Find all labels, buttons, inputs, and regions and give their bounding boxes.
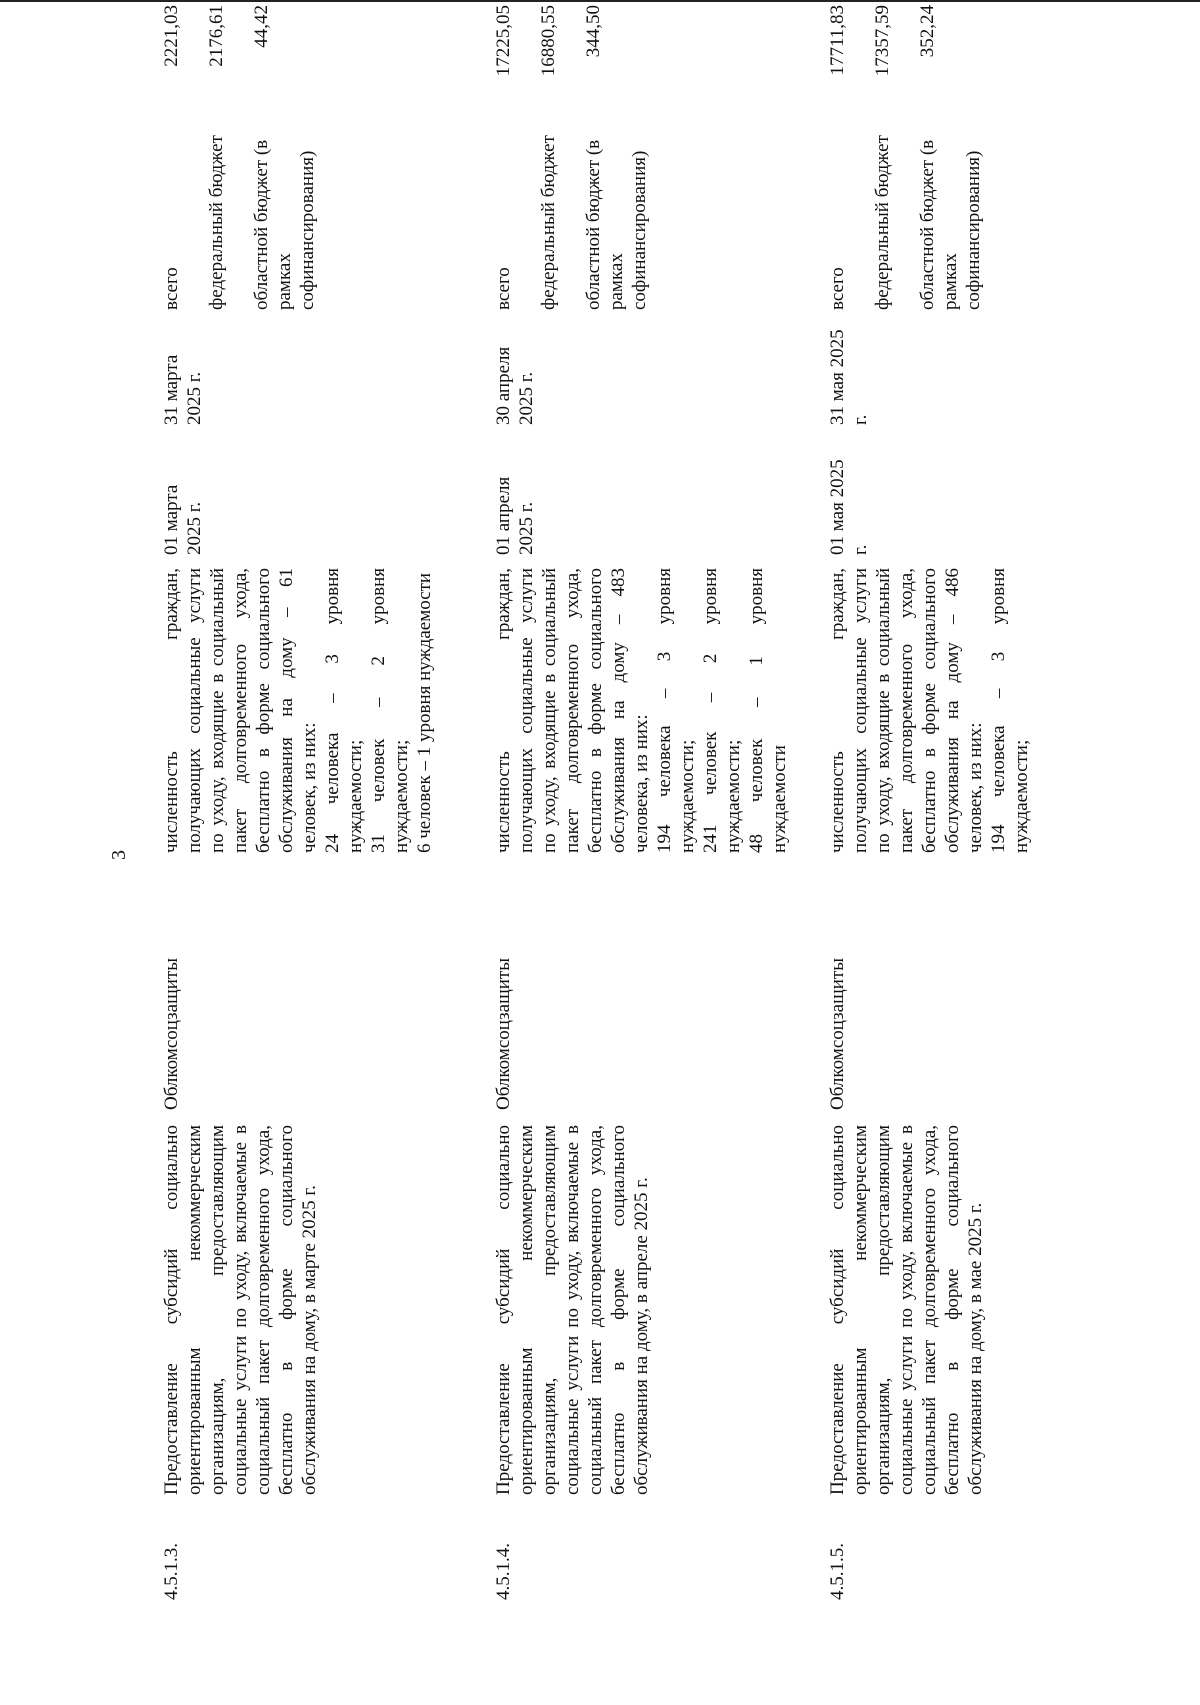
funding-sources — [492, 130, 651, 310]
source-regional: областной бюджет (в рамках софинансирования) — [583, 139, 650, 310]
source-regional: областной бюджет (в рамках софинансирования) — [251, 139, 318, 310]
result-indicator: численность граждан, получающих социальные услуги по уходу, входящие в социальный пакет долговременного ухода, бесплатно в форме социального обслуживания на дому – 486 человек, из них: 194 человека – 3 уровня нуждаемости; — [827, 568, 1032, 853]
measure-title: Предоставление субсидий социально ориентированным некоммерческим организациям, предоставляющим социальные услуги по уходу, включаемые в социальный пакет долговременного ухода, бесплатно в форме социального обслуживания на дому, в мае 2025 г. — [827, 1125, 986, 1495]
responsible-executor: Облкомсоцзащиты — [493, 958, 514, 1110]
responsible-executor: Облкомсоцзащиты — [827, 958, 848, 1110]
source-total: всего — [161, 267, 182, 310]
amount-total: 17711,83 — [827, 5, 848, 76]
funding-amounts — [492, 5, 605, 85]
funding-amounts — [826, 5, 939, 85]
source-total: всего — [827, 267, 848, 310]
funding-amounts — [160, 5, 273, 85]
amount-federal: 16880,55 — [538, 5, 559, 77]
amount-regional: 344,50 — [583, 5, 604, 58]
funding-sources — [826, 130, 985, 310]
amount-federal: 2176,61 — [206, 5, 227, 67]
start-date: 01 марта 2025 г. — [161, 484, 205, 555]
source-total: всего — [493, 267, 514, 310]
source-federal: федеральный бюджет — [206, 135, 227, 310]
measure-title: Предоставление субсидий социально ориентированным некоммерческим организациям, предоставляющим социальные услуги по уходу, включаемые в социальный пакет долговременного ухода, бесплатно в форме социального обслуживания на дому, в марте 2025 г. — [161, 1125, 320, 1495]
result-indicator: численность граждан, получающих социальные услуги по уходу, входящие в социальный пакет долговременного ухода, бесплатно в форме социального обслуживания на дому – 483 человека, из них: 194 человека – 3 уровня нуждаемости; 241 человек – 2 уровня нуждаемости; 48 человек – 1 уровня нуждаемости — [493, 568, 790, 853]
source-regional: областной бюджет (в рамках софинансирования) — [917, 139, 984, 310]
responsible-executor: Облкомсоцзащиты — [161, 958, 182, 1110]
end-date: 31 марта 2025 г. — [161, 354, 205, 425]
page-number: 3 — [108, 850, 130, 860]
amount-regional: 352,24 — [917, 5, 938, 58]
start-date: 01 апреля 2025 г. — [493, 476, 537, 555]
row-number: 4.5.1.4. — [493, 1543, 514, 1600]
amount-regional: 44,42 — [251, 5, 272, 48]
amount-total: 17225,05 — [493, 5, 514, 77]
end-date: 31 мая 2025 г. — [827, 329, 871, 425]
measure-title: Предоставление субсидий социально ориентированным некоммерческим организациям, предоставляющим социальные услуги по уходу, включаемые в социальный пакет долговременного ухода, бесплатно в форме социального обслуживания на дому, в апреле 2025 г. — [493, 1125, 652, 1495]
result-indicator: численность граждан, получающих социальные услуги по уходу, входящие в социальный пакет долговременного ухода, бесплатно в форме социального обслуживания на дому – 61 человек, из них: 24 человека – 3 уровня нуждаемости; 31 человек – 2 уровня нуждаемости; 6 человек – 1 уровня нуждаемости — [161, 568, 435, 853]
source-federal: федеральный бюджет — [538, 135, 559, 310]
row-number: 4.5.1.3. — [161, 1543, 182, 1600]
source-federal: федеральный бюджет — [872, 135, 893, 310]
amount-total: 2221,03 — [161, 5, 182, 67]
amount-federal: 17357,59 — [872, 5, 893, 77]
row-number: 4.5.1.5. — [827, 1543, 848, 1600]
funding-sources — [160, 130, 319, 310]
end-date: 30 апреля 2025 г. — [493, 346, 537, 425]
start-date: 01 мая 2025 г. — [827, 459, 871, 555]
